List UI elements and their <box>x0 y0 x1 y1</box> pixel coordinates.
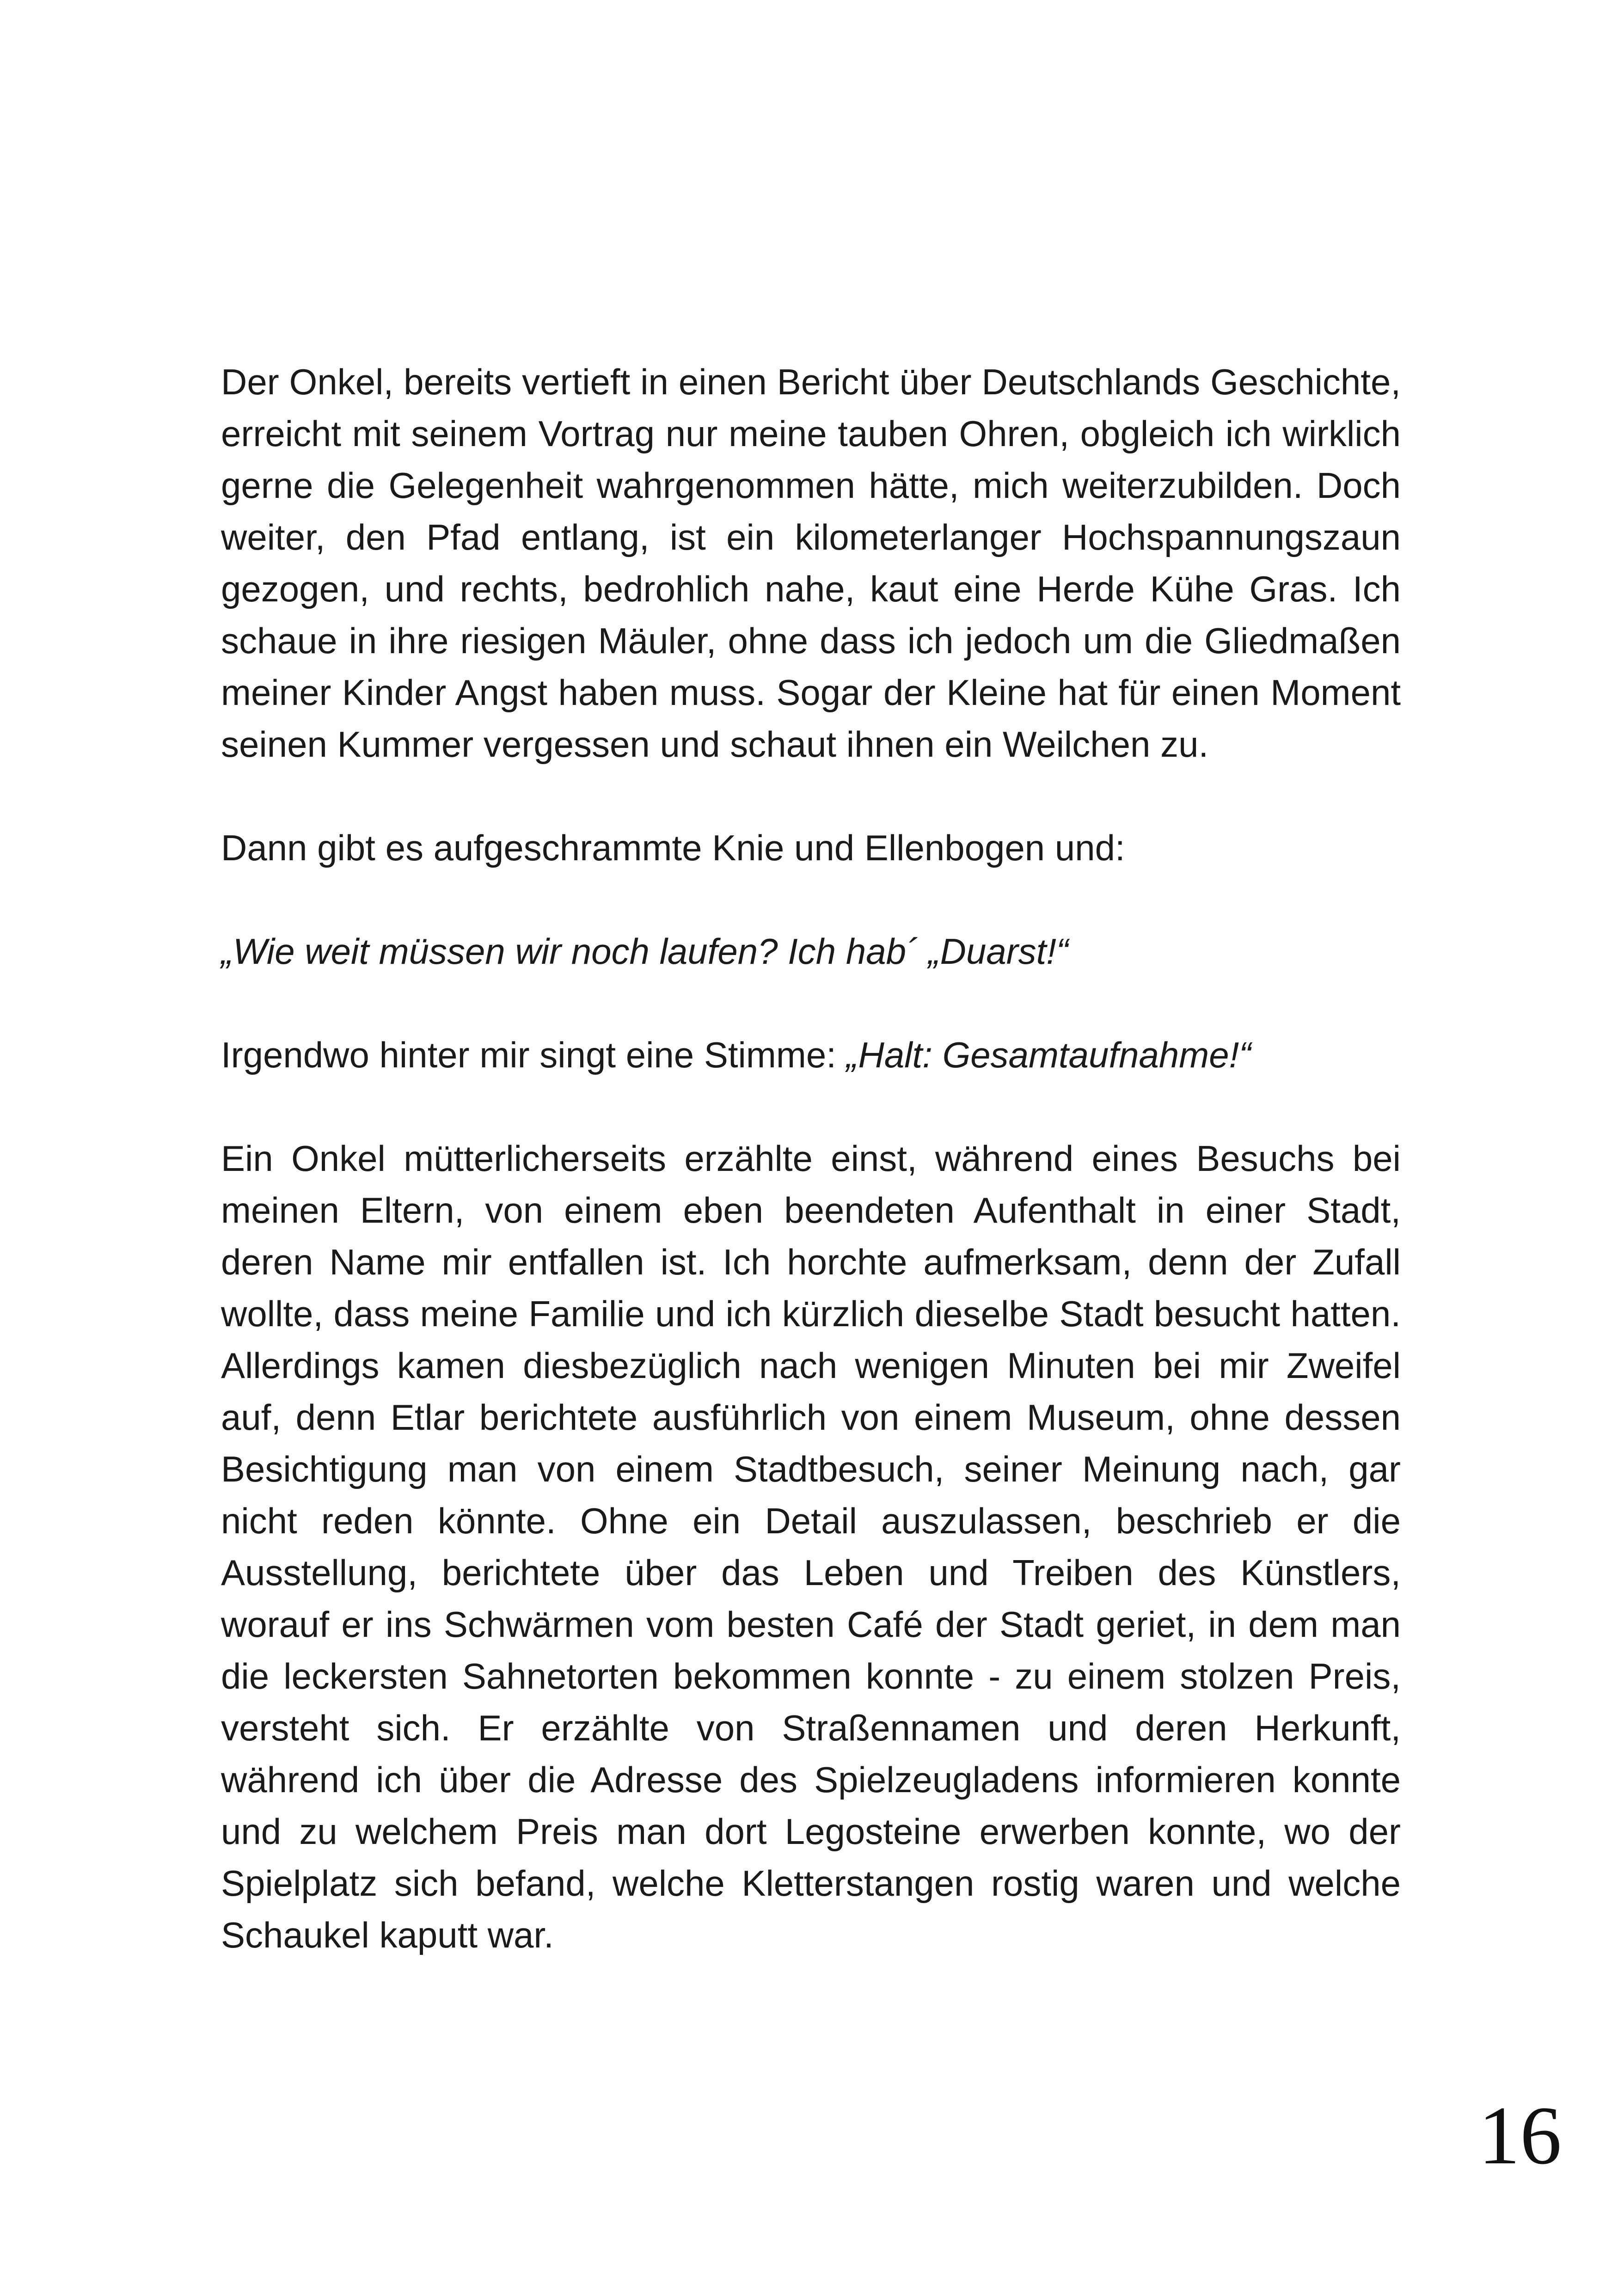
paragraph-knie-ellenbogen: Dann gibt es aufgeschrammte Knie und Ellenbogen und: <box>221 827 1125 868</box>
text-column <box>221 356 1401 1961</box>
paragraph-stimme <box>221 1029 1401 1081</box>
paragraph-stimme-text: Irgendwo hinter mir singt eine Stimme: <box>221 1035 846 1075</box>
page-number: 16 <box>1478 2089 1562 2181</box>
paragraph-onkel-muetterlicherseits: Ein Onkel mütterlicherseits erzählte einst, während eines Besuchs bei meinen Eltern, von einem eben beendeten Aufenthalt in einer Stadt, deren Name mir entfallen ist. Ich horchte aufmerksam, denn der Zufall wollte, dass meine Familie und ich kürzlich dieselbe Stadt besucht hatten. Allerdings kamen diesbezüglich nach wenigen Minuten bei mir Zweifel auf, denn Etlar berichtete ausführlich von einem Museum, ohne dessen Besichtigung man von einem Stadtbesuch, seiner Meinung nach, gar nicht reden könnte. Ohne ein Detail auszulassen, beschrieb er die Ausstellung, berichtete über das Leben und Treiben des Künstlers, worauf er ins Schwärmen vom besten Café der Stadt geriet, in dem man die leckersten Sahnetorten bekommen konnte - zu einem stolzen Preis, versteht sich. Er erzählte von Straßennamen und deren Herkunft, während ich über die Adresse des Spielzeugladens informieren konnte und zu welchem Preis man dort Legosteine erwerben konnte, wo der Spielplatz sich befand, welche Kletterstangen rostig waren und welche Schaukel kaputt war. <box>221 1138 1401 1955</box>
quote-gesamtaufnahme: „Halt: Gesamtaufnahme!“ <box>846 1035 1251 1075</box>
quote-wie-weit-text: „Wie weit müssen wir noch laufen? Ich hab´ „Duarst!“ <box>221 931 1068 972</box>
paragraph-onkel-bericht: Der Onkel, bereits vertieft in einen Bericht über Deutschlands Geschichte, erreicht mit seinem Vortrag nur meine tauben Ohren, obgleich ich wirklich gerne die Gelegenheit wahrgenommen hätte, mich weiterzubilden. Doch weiter, den Pfad entlang, ist ein kilometerlanger Hochspannungszaun gezogen, und rechts, bedrohlich nahe, kaut eine Herde Kühe Gras. Ich schaue in ihre riesigen Mäuler, ohne dass ich jedoch um die Gliedmaßen meiner Kinder Angst haben muss. Sogar der Kleine hat für einen Moment seinen Kummer vergessen und schaut ihnen ein Weilchen zu. <box>221 361 1401 765</box>
quote-wie-weit <box>221 925 1401 977</box>
